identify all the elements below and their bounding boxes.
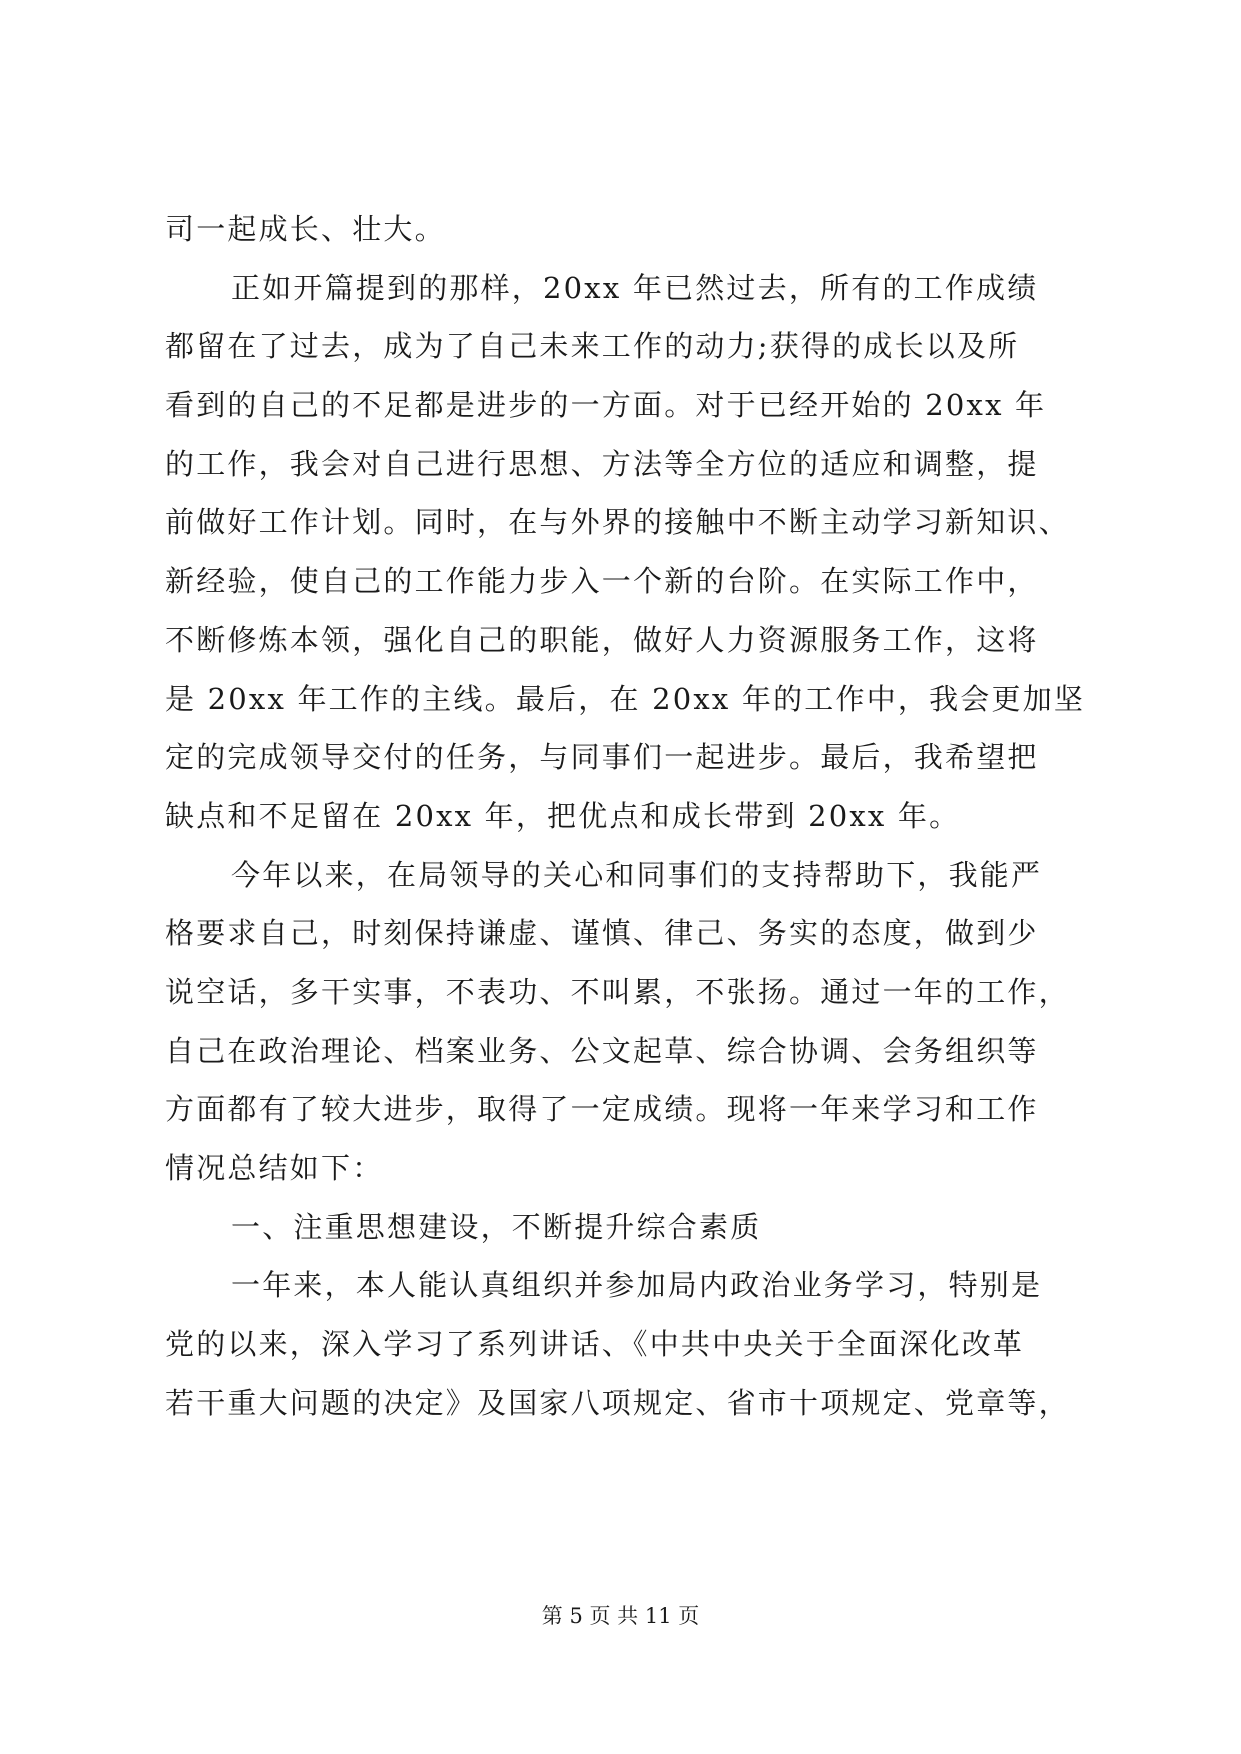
text-line: 看到的自己的不足都是进步的一方面。对于已经开始的 20xx 年: [165, 388, 1047, 423]
text-line: 今年以来，在局领导的关心和同事们的支持帮助下，我能严: [231, 857, 1043, 892]
text-line: 若干重大问题的决定》及国家八项规定、省市十项规定、党章等，: [165, 1385, 1070, 1420]
text-line: 方面都有了较大进步，取得了一定成绩。现将一年来学习和工作: [165, 1092, 1039, 1127]
text-line: 缺点和不足留在 20xx 年，把优点和成长带到 20xx 年。: [165, 798, 961, 833]
text-line: 都留在了过去，成为了自己未来工作的动力;获得的成长以及所: [165, 329, 1020, 364]
text-line: 正如开篇提到的那样，20xx 年已然过去，所有的工作成绩: [231, 270, 1039, 305]
text-line: 一年来，本人能认真组织并参加局内政治业务学习，特别是: [231, 1268, 1043, 1303]
document-body: [165, 200, 1085, 1432]
text-line: 党的以来，深入学习了系列讲话、《中共中央关于全面深化改革: [165, 1327, 1025, 1362]
text-line: 的工作，我会对自己进行思想、方法等全方位的适应和调整，提: [165, 446, 1039, 481]
text-line: 说空话，多干实事，不表功、不叫累，不张扬。通过一年的工作，: [165, 974, 1070, 1009]
text-line: 司一起成长、壮大。: [165, 212, 446, 246]
text-line: 前做好工作计划。同时，在与外界的接触中不断主动学习新知识、: [165, 505, 1070, 540]
text-line: 定的完成领导交付的任务，与同事们一起进步。最后，我希望把: [165, 740, 1039, 775]
page-number-footer: 第 5 页 共 11 页: [541, 1604, 700, 1628]
text-line: 情况总结如下：: [165, 1151, 384, 1185]
text-line: 格要求自己，时刻保持谦虚、谨慎、律己、务实的态度，做到少: [165, 916, 1039, 951]
text-line: 新经验，使自己的工作能力步入一个新的台阶。在实际工作中，: [165, 564, 1039, 599]
text-line: 是 20xx 年工作的主线。最后，在 20xx 年的工作中，我会更加坚: [165, 681, 1086, 716]
text-line: 不断修炼本领，强化自己的职能，做好人力资源服务工作，这将: [165, 622, 1039, 657]
text-line: 自己在政治理论、档案业务、公文起草、综合协调、会务组织等: [165, 1033, 1039, 1068]
section-heading: 一、注重思想建设，不断提升综合素质: [231, 1209, 762, 1244]
